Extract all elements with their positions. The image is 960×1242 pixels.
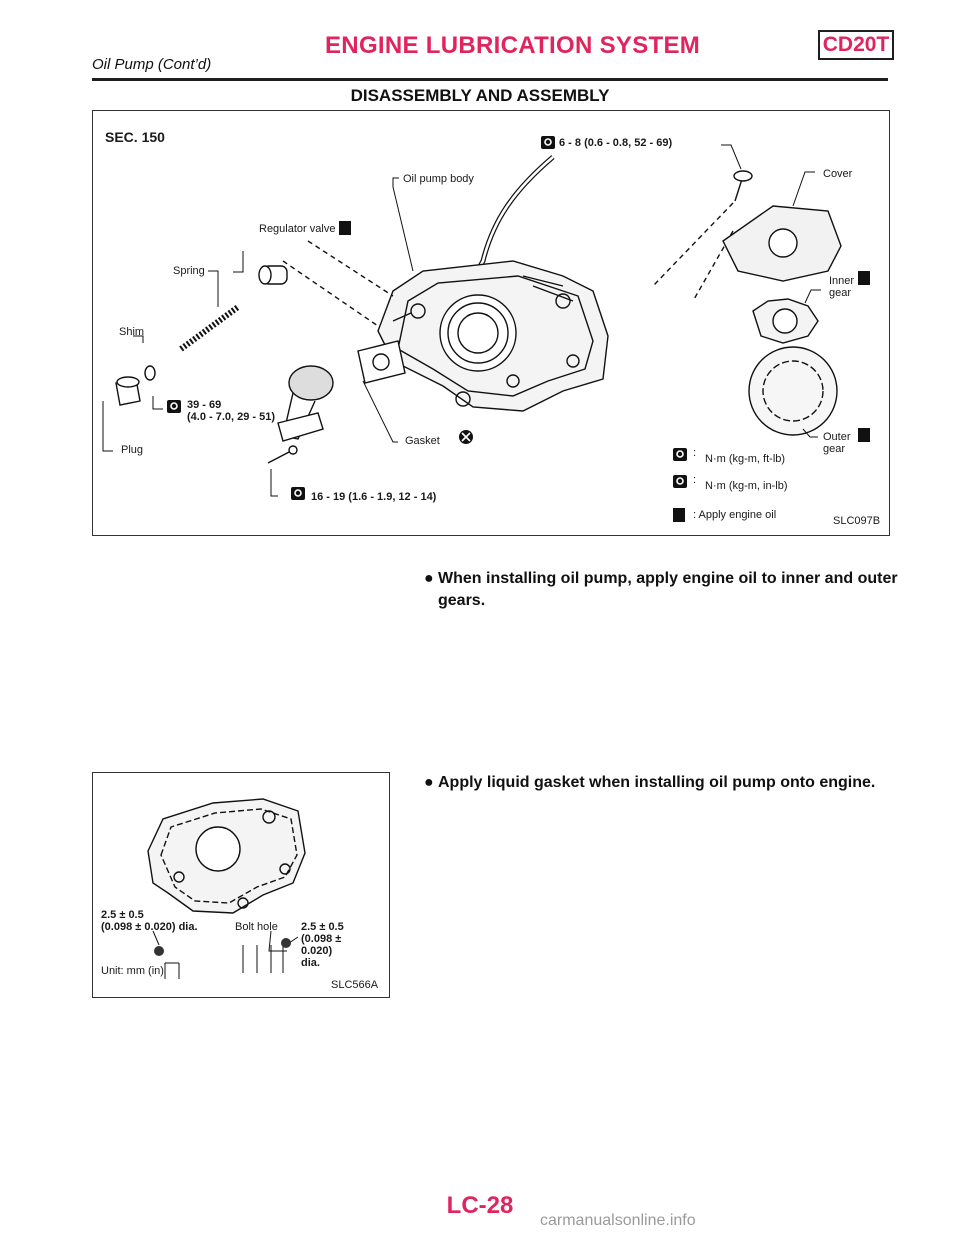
unit-note: Unit: mm (in) bbox=[101, 965, 164, 977]
torque-plug-line2: (4.0 - 7.0, 29 - 51) bbox=[187, 411, 276, 423]
torque-cover-screw: 6 - 8 (0.6 - 0.8, 52 - 69) bbox=[559, 137, 673, 149]
bead-right-line3: 0.020) bbox=[301, 945, 333, 957]
page-header-title: ENGINE LUBRICATION SYSTEM bbox=[325, 32, 701, 59]
section-number: SEC. 150 bbox=[105, 129, 165, 145]
label-inner-gear-line2: gear bbox=[829, 287, 852, 299]
label-bolt-hole: Bolt hole bbox=[235, 921, 278, 933]
label-spring: Spring bbox=[173, 265, 205, 277]
liquid-gasket-figure bbox=[92, 772, 390, 998]
gasket-application-drawing bbox=[93, 773, 389, 997]
watermark: carmanualsonline.info bbox=[540, 1212, 696, 1229]
label-regulator-valve: Regulator valve bbox=[259, 223, 336, 235]
label-outer-gear-line1: Outer bbox=[823, 431, 851, 443]
bullet-icon: ● bbox=[424, 570, 434, 587]
torque-strainer-bolt: 16 - 19 (1.6 - 1.9, 12 - 14) bbox=[311, 491, 437, 503]
bead-left-line1: 2.5 ± 0.5 bbox=[101, 909, 144, 921]
bead-right-line4: dia. bbox=[301, 957, 320, 969]
instruction-text: Apply liquid gasket when installing oil pump onto engine. bbox=[438, 774, 876, 791]
bead-right-line2: (0.098 ± bbox=[301, 933, 342, 945]
bead-right-line1: 2.5 ± 0.5 bbox=[301, 921, 344, 933]
oil-pump-exploded-drawing bbox=[93, 111, 889, 535]
legend-colon-ftlb: : bbox=[693, 447, 697, 459]
figure-code: SLC566A bbox=[331, 979, 379, 991]
exploded-view-figure bbox=[92, 110, 890, 536]
page-number: LC-28 bbox=[446, 1192, 514, 1219]
label-shim: Shim bbox=[119, 326, 145, 338]
label-oil-pump-body: Oil pump body bbox=[403, 173, 474, 185]
header-divider bbox=[92, 78, 888, 81]
label-inner-gear-line1: Inner bbox=[829, 275, 855, 287]
label-cover: Cover bbox=[823, 168, 853, 180]
model-code-badge: CD20T bbox=[818, 30, 894, 60]
figure-code: SLC097B bbox=[833, 515, 881, 527]
torque-plug-line1: 39 - 69 bbox=[187, 399, 222, 411]
legend-colon-inlb: : bbox=[693, 474, 697, 486]
legend-apply-engine-oil: : Apply engine oil bbox=[693, 509, 777, 521]
bead-left-line2: (0.098 ± 0.020) dia. bbox=[101, 921, 198, 933]
label-gasket: Gasket bbox=[405, 435, 440, 447]
label-outer-gear-line2: gear bbox=[823, 443, 846, 455]
legend-torque-ftlb: N·m (kg-m, ft-lb) bbox=[705, 453, 786, 465]
instruction-item bbox=[424, 772, 904, 798]
instruction-text: When installing oil pump, apply engine oil to inner and outer gears. bbox=[438, 570, 898, 609]
legend-torque-inlb: N·m (kg-m, in-lb) bbox=[705, 480, 788, 492]
page-subtitle: Oil Pump (Cont’d) bbox=[92, 56, 212, 73]
label-plug: Plug bbox=[121, 444, 144, 456]
section-heading: DISASSEMBLY AND ASSEMBLY bbox=[350, 86, 610, 105]
instruction-item bbox=[424, 568, 904, 618]
bullet-icon: ● bbox=[424, 774, 434, 791]
